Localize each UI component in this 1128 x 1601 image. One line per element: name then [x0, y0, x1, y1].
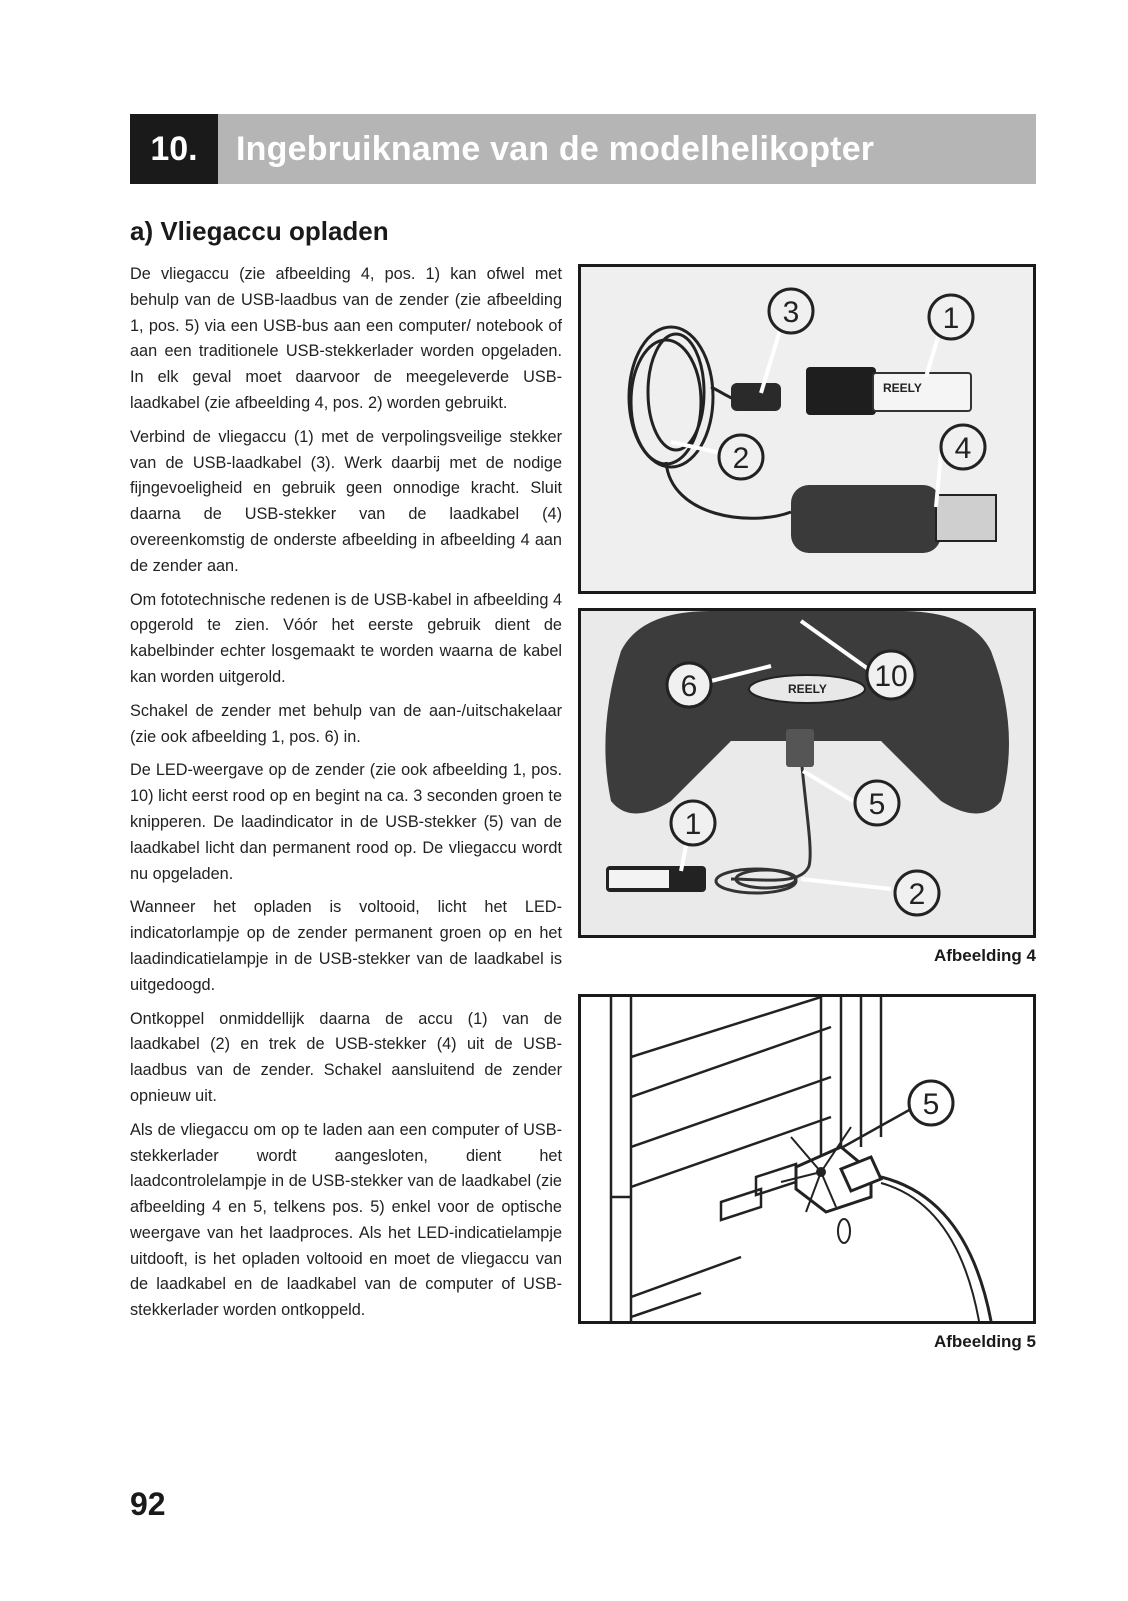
svg-text:1: 1: [684, 808, 702, 841]
chapter-header: [130, 114, 1036, 184]
paragraph: Als de vliegaccu om op te laden aan een computer of USB-stekkerlader wordt aangesloten, dient het laadcontrolelampje in de USB-stekker van de laadkabel (zie afbeelding 4 en 5, telkens pos. 5) enkel voor de optische weergave van het laadproces. Als het LED-indicatielampje uitdooft, is het opladen voltooid en moet de vliegaccu van de laadkabel en de laadkabel van de computer of USB-stekkerlader worden ontkoppeld.: [130, 1120, 562, 1320]
paragraph: Om fototechnische redenen is de USB-kabel in afbeelding 4 opgerold te zien. Vóór het eerste gebruik dient de kabelbinder echter losgemaakt te worden waarna de kabel kan worden uitgerold.: [130, 590, 562, 686]
paragraph: Wanneer het opladen is voltooid, licht het LED-indicatorlampje op de zender permanent groen op en het laadindicatielampje in de USB-stekker van de laadkabel is uitgedoogd.: [130, 898, 562, 994]
figure-4-caption: Afbeelding 4: [933, 946, 1036, 965]
callout-1: [929, 295, 973, 339]
callout-10: [867, 651, 915, 699]
section-heading: a) Vliegaccu opladen: [130, 216, 389, 246]
callout-5: [855, 781, 899, 825]
svg-text:4: 4: [954, 432, 972, 465]
svg-text:5: 5: [868, 788, 886, 821]
chapter-number: 10.: [130, 114, 218, 184]
svg-text:6: 6: [680, 670, 698, 703]
usb-plug: [791, 485, 941, 553]
paragraph: Verbind de vliegaccu (1) met de verpolingsveilige stekker van de USB-laadkabel (3). Werk daarbij met de nodige fijngevoeligheid en gebruik geen onnodige kracht. Sluit daarna de USB-stekker van de laadkabel (4) overeenkomstig de onderste afbeelding in afbeelding 4 aan de zender aan.: [130, 427, 562, 575]
figure-4-transmitter-photo: [578, 608, 1036, 938]
usb-charger-illustration: [581, 997, 1033, 1321]
transmitter-brand: REELY: [788, 682, 827, 696]
charging-plug: [731, 383, 781, 411]
paragraph: Ontkoppel onmiddellijk daarna de accu (1) van de laadkabel (2) en trek de USB-stekker (4) uit de USB-laadbus van de zender. Schakel aansluitend de zender opnieuw uit.: [130, 1009, 562, 1105]
chapter-title: Ingebruikname van de modelhelikopter: [236, 129, 875, 168]
paragraph: De vliegaccu (zie afbeelding 4, pos. 1) kan ofwel met behulp van de USB-laadbus van de zender (zie afbeelding 1, pos. 5) via een USB-bus aan een computer/ notebook of aan een traditionele USB-stekkerlader worden opgeladen. In elk geval moet daarvoor de meegeleverde USB-laadkabel (zie afbeelding 4, pos. 2) worden gebruikt.: [130, 265, 562, 412]
svg-text:2: 2: [732, 442, 750, 475]
svg-text:2: 2: [908, 878, 926, 911]
cable-battery-illustration: [581, 267, 1033, 591]
battery-body: [806, 367, 876, 415]
battery-label: [609, 870, 669, 888]
paragraph: De LED-weergave op de zender (zie ook afbeelding 1, pos. 10) licht eerst rood op en begint na ca. 3 seconden groen te knipperen. De laadindicator in de USB-stekker (5) van de laadkabel licht dan permanent rood op. De vliegaccu wordt nu opgeladen.: [130, 761, 562, 883]
svg-text:3: 3: [782, 296, 800, 329]
callout-3: [769, 289, 813, 333]
battery-brand: REELY: [883, 381, 922, 395]
transmitter-illustration: [581, 611, 1033, 935]
svg-text:5: 5: [922, 1088, 940, 1121]
body-text: [130, 262, 562, 1332]
callout-2: [895, 871, 939, 915]
paragraph: Schakel de zender met behulp van de aan-/uitschakelaar (zie ook afbeelding 1, pos. 6) in.: [130, 701, 562, 746]
figure-5-caption: Afbeelding 5: [933, 1332, 1036, 1351]
callout-6: [667, 663, 711, 707]
callout-1: [671, 801, 715, 845]
figure-4-cable-photo: [578, 264, 1036, 594]
callout-2: [719, 435, 763, 479]
page-number: 92: [130, 1486, 166, 1522]
callout-4: [941, 425, 985, 469]
svg-text:10: 10: [874, 660, 908, 693]
callout-5: [909, 1081, 953, 1125]
usb-plug: [786, 729, 814, 767]
usb-connector: [936, 495, 996, 541]
figure-5-drawing: [578, 994, 1036, 1324]
svg-text:1: 1: [942, 302, 960, 335]
